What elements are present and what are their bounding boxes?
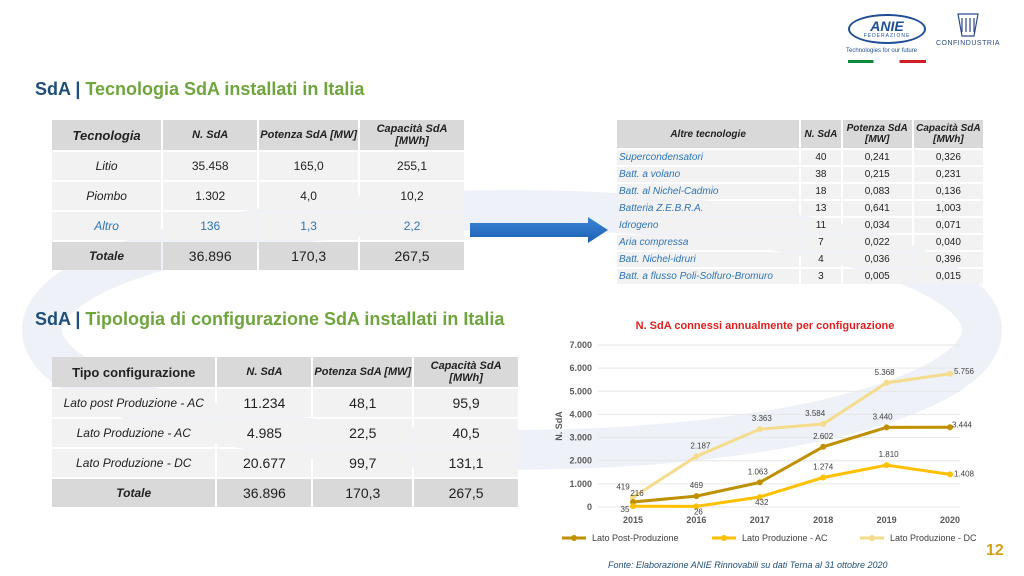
data-point xyxy=(884,462,890,468)
data-label: 216 xyxy=(630,489,644,499)
header-cell: Potenza SdA [MW] xyxy=(259,120,358,150)
data-point xyxy=(757,479,763,485)
y-tick-label: 0 xyxy=(586,502,592,512)
data-point xyxy=(693,453,699,459)
table-cell: 7 xyxy=(801,235,840,250)
table-cell: 4 xyxy=(801,252,840,267)
table-cell: 1,003 xyxy=(914,201,983,216)
table-cell: 0,071 xyxy=(914,218,983,233)
data-label: 3.444 xyxy=(951,420,973,430)
table-cell: 267,5 xyxy=(414,479,518,507)
table-cell: Litio xyxy=(52,152,161,180)
table-header-row xyxy=(52,357,518,387)
table-row xyxy=(617,184,983,199)
data-point xyxy=(947,371,953,377)
table-row xyxy=(52,419,518,447)
table-cell: 4.985 xyxy=(217,419,311,447)
data-label: 1.063 xyxy=(747,467,768,477)
table-cell: 2,2 xyxy=(360,212,464,240)
data-label: 3.584 xyxy=(805,409,826,419)
section-title-configuration xyxy=(35,309,504,330)
line-chart xyxy=(540,335,980,550)
table-cell: 165,0 xyxy=(259,152,358,180)
header-cell: N. SdA xyxy=(801,120,840,148)
title-prefix: SdA | xyxy=(35,79,86,99)
page-number: 12 xyxy=(986,542,1004,559)
confindustria-logo xyxy=(928,10,1008,55)
y-tick-label: 1.000 xyxy=(569,478,592,489)
data-label: 2.187 xyxy=(690,441,711,451)
table-cell: 0,034 xyxy=(843,218,912,233)
table-cell: Totale xyxy=(52,242,161,270)
data-label: 1.810 xyxy=(878,450,899,460)
table-cell: 38 xyxy=(801,167,840,182)
table-header-row xyxy=(617,120,983,148)
table-cell: 0,396 xyxy=(914,252,983,267)
table-cell: Supercondensatori xyxy=(617,150,799,165)
table-row xyxy=(617,218,983,233)
table-cell: Batt. al Nichel-Cadmio xyxy=(617,184,799,199)
table-row xyxy=(617,269,983,284)
italian-flag-stripe xyxy=(848,60,926,63)
table-cell: 170,3 xyxy=(313,479,412,507)
header-cell: Potenza SdA [MW] xyxy=(843,120,912,148)
data-point xyxy=(947,471,953,477)
title-text: Tecnologia SdA installati in Italia xyxy=(85,79,365,99)
table-cell: 0,015 xyxy=(914,269,983,284)
table-cell: 95,9 xyxy=(414,389,518,417)
table-cell: 0,241 xyxy=(843,150,912,165)
header-cell: Capacità SdA [MWh] xyxy=(914,120,983,148)
header-cell: Potenza SdA [MW] xyxy=(313,357,412,387)
x-tick-label: 2017 xyxy=(749,515,770,525)
title-text: Tipologia di configurazione SdA installati in Italia xyxy=(85,309,505,329)
data-label: 35 xyxy=(620,505,630,515)
data-label: 3.363 xyxy=(751,414,772,424)
data-point xyxy=(693,493,699,499)
table-cell: 0,136 xyxy=(914,184,983,199)
table-header-row xyxy=(52,120,464,150)
table-cell: 0,083 xyxy=(843,184,912,199)
table-cell: 131,1 xyxy=(414,449,518,477)
table-row xyxy=(617,150,983,165)
anie-logo xyxy=(842,10,932,66)
table-cell: 267,5 xyxy=(360,242,464,270)
data-point xyxy=(820,475,826,481)
table-row xyxy=(52,182,464,210)
header-cell: N. SdA xyxy=(163,120,257,150)
x-tick-label: 2020 xyxy=(939,515,961,525)
data-point xyxy=(820,444,826,450)
section-title-technology xyxy=(35,79,364,100)
table-cell: 13 xyxy=(801,201,840,216)
data-point xyxy=(820,421,826,427)
y-tick-label: 3.000 xyxy=(569,432,592,443)
x-tick-label: 2015 xyxy=(622,515,644,525)
table-total-row xyxy=(52,479,518,507)
table-cell: 0,036 xyxy=(843,252,912,267)
data-point xyxy=(884,380,890,386)
y-tick-label: 4.000 xyxy=(569,409,592,420)
table-cell: 18 xyxy=(801,184,840,199)
table-cell: 136 xyxy=(163,212,257,240)
legend-marker xyxy=(571,535,577,541)
anie-tagline: Technologies for our future xyxy=(846,48,918,54)
data-label: 5.368 xyxy=(874,367,895,377)
table-cell: Lato Produzione - AC xyxy=(52,419,215,447)
y-tick-label: 5.000 xyxy=(569,386,592,397)
data-label: 26 xyxy=(693,507,703,517)
table-cell: 22,5 xyxy=(313,419,412,447)
table-cell: Altro xyxy=(52,212,161,240)
technology-table xyxy=(50,118,466,272)
table-cell: 0,641 xyxy=(843,201,912,216)
table-cell: Piombo xyxy=(52,182,161,210)
other-technologies-body xyxy=(617,150,983,284)
data-point xyxy=(884,424,890,430)
configuration-table xyxy=(50,355,520,509)
data-label: 469 xyxy=(689,481,704,491)
y-tick-label: 7.000 xyxy=(569,340,592,350)
table-cell: Lato post Produzione - AC xyxy=(52,389,215,417)
table-cell: 40 xyxy=(801,150,840,165)
legend-marker xyxy=(869,535,875,541)
series-line xyxy=(633,462,950,506)
table-cell: 11.234 xyxy=(217,389,311,417)
title-prefix: SdA | xyxy=(35,309,86,329)
table-cell: 3 xyxy=(801,269,840,284)
legend-label: Lato Produzione - AC xyxy=(742,533,828,543)
legend-label: Lato Post-Produzione xyxy=(592,533,679,543)
table-cell: 255,1 xyxy=(360,152,464,180)
table-cell: Batt. a flusso Poli-Solfuro-Bromuro xyxy=(617,269,799,284)
table-cell: 0,005 xyxy=(843,269,912,284)
table-cell: 0,215 xyxy=(843,167,912,182)
anie-logo-name: ANIE xyxy=(870,18,904,34)
data-label: 3.440 xyxy=(872,412,893,422)
table-cell: 11 xyxy=(801,218,840,233)
other-technologies-table xyxy=(615,118,985,286)
header-cell: Tecnologia xyxy=(52,120,161,150)
confindustria-label: CONFINDUSTRIA xyxy=(935,40,1001,47)
table-row xyxy=(52,152,464,180)
header-cell: Capacità SdA [MWh] xyxy=(360,120,464,150)
table-cell: Aria compressa xyxy=(617,235,799,250)
x-tick-label: 2018 xyxy=(813,515,834,525)
header-cell: Altre tecnologie xyxy=(617,120,799,148)
data-label: 1.408 xyxy=(953,469,975,479)
data-label: 5.756 xyxy=(953,366,975,376)
table-row xyxy=(617,252,983,267)
table-cell: 48,1 xyxy=(313,389,412,417)
table-cell: 35.458 xyxy=(163,152,257,180)
table-row xyxy=(617,201,983,216)
table-cell: 40,5 xyxy=(414,419,518,447)
table-cell: 20.677 xyxy=(217,449,311,477)
table-cell: Idrogeno xyxy=(617,218,799,233)
table-row xyxy=(52,389,518,417)
header-cell: N. SdA xyxy=(217,357,311,387)
table-cell: 1.302 xyxy=(163,182,257,210)
table-row-highlighted xyxy=(52,212,464,240)
data-label: 432 xyxy=(755,498,769,508)
data-point xyxy=(630,503,636,509)
y-tick-label: 2.000 xyxy=(569,455,592,466)
legend-label: Lato Produzione - DC xyxy=(890,533,977,543)
data-label: 419 xyxy=(616,482,630,492)
confindustria-emblem-icon xyxy=(928,10,1008,40)
table-row xyxy=(617,235,983,250)
table-cell: Totale xyxy=(52,479,215,507)
table-cell: 36.896 xyxy=(163,242,257,270)
series-line xyxy=(633,374,950,498)
table-cell: 170,3 xyxy=(259,242,358,270)
table-cell: Batt. Nichel-idruri xyxy=(617,252,799,267)
chart-title: N. SdA connessi annualmente per configurazione xyxy=(635,320,895,332)
data-label: 1.274 xyxy=(813,462,834,472)
table-cell: 0,022 xyxy=(843,235,912,250)
table-row xyxy=(52,449,518,477)
table-cell: 0,040 xyxy=(914,235,983,250)
x-tick-label: 2019 xyxy=(876,515,897,525)
table-cell: 0,326 xyxy=(914,150,983,165)
table-row xyxy=(617,167,983,182)
data-label: 2.602 xyxy=(813,431,834,441)
table-cell: 99,7 xyxy=(313,449,412,477)
table-cell: Lato Produzione - DC xyxy=(52,449,215,477)
legend-marker xyxy=(721,535,727,541)
table-cell: Batt. a volano xyxy=(617,167,799,182)
table-cell: 1,3 xyxy=(259,212,358,240)
data-point xyxy=(757,426,763,432)
table-cell: 0,231 xyxy=(914,167,983,182)
table-total-row xyxy=(52,242,464,270)
table-cell: 4,0 xyxy=(259,182,358,210)
table-cell: Batteria Z.E.B.R.A. xyxy=(617,201,799,216)
y-axis-label: N. SdA xyxy=(554,411,564,441)
right-arrow-icon xyxy=(470,217,610,243)
header-cell: Tipo configurazione xyxy=(52,357,215,387)
series-line xyxy=(633,427,950,502)
y-tick-label: 6.000 xyxy=(569,363,592,374)
anie-logo-sub: FEDERAZIONE xyxy=(863,33,911,39)
header-cell: Capacità SdA [MWh] xyxy=(414,357,518,387)
table-cell: 10,2 xyxy=(360,182,464,210)
x-tick-label: 2016 xyxy=(686,515,707,525)
source-note: Fonte: Elaborazione ANIE Rinnovabili su dati Terna al 31 ottobre 2020 xyxy=(608,560,888,570)
table-cell: 36.896 xyxy=(217,479,311,507)
